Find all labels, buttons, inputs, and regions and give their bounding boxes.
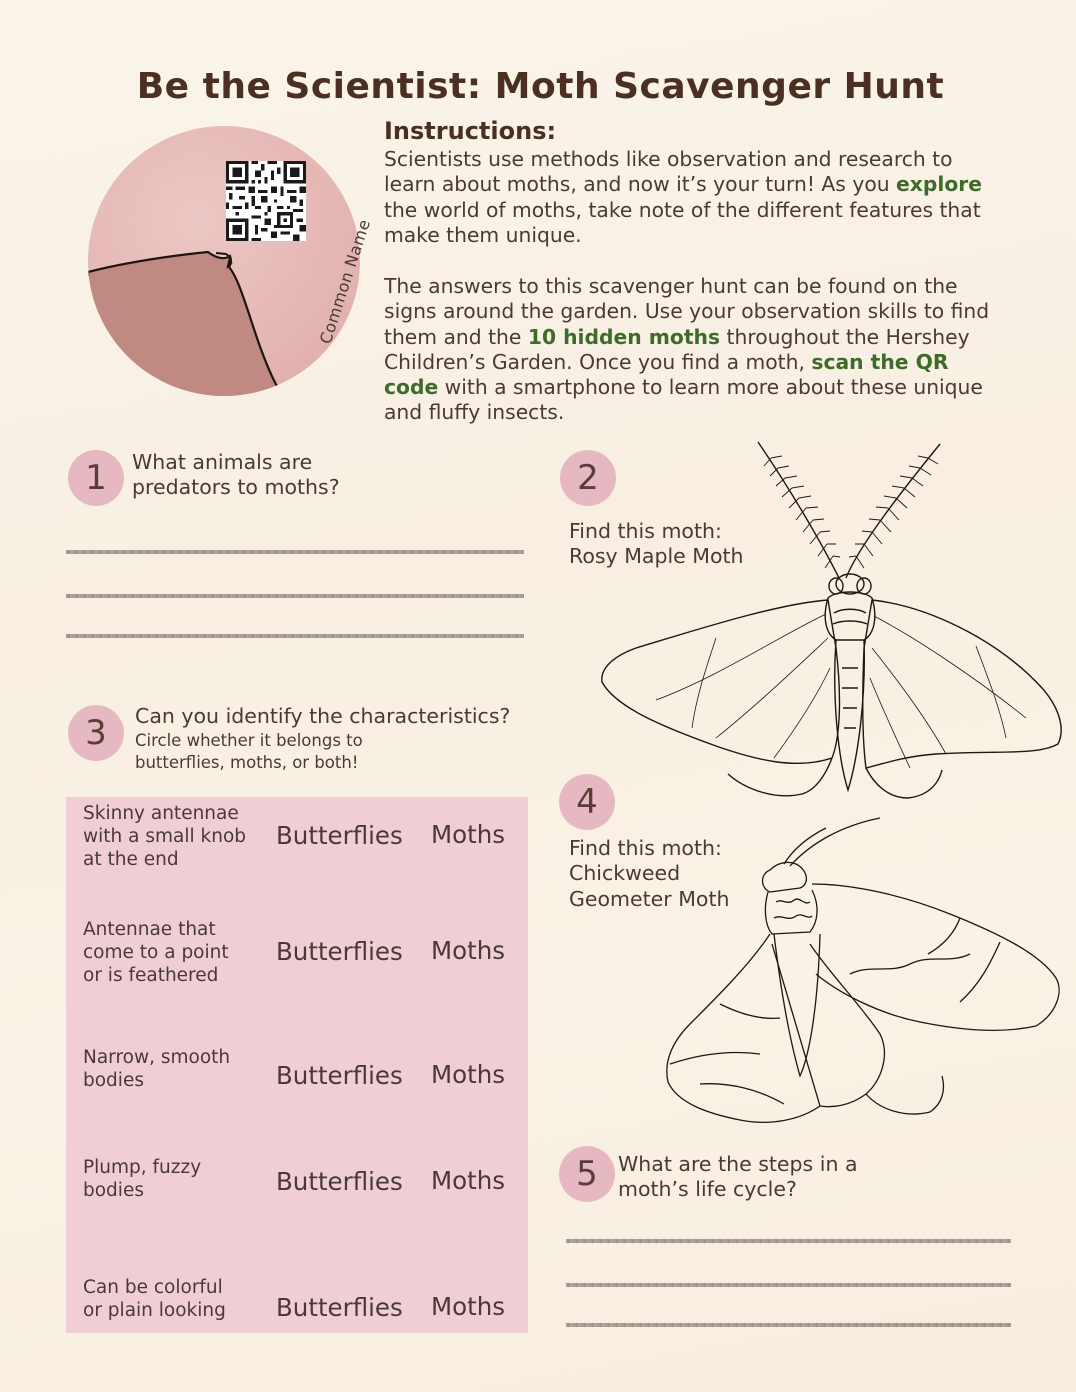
question-2-find-label: Find this moth:: [569, 519, 722, 543]
instructions-paragraph-1: Scientists use methods like observation and research to learn about moths, and now it’s your turn! As you explore the world of moths, take note of the different features that make them unique.: [384, 147, 983, 247]
question-5-text: What are the steps in a moth’s life cycle?: [618, 1152, 858, 1201]
moths-option[interactable]: Moths: [431, 820, 506, 849]
answer-line[interactable]: [66, 594, 524, 598]
instructions-paragraph-2: The answers to this scavenger hunt can be found on the signs around the garden. Use your observation skills to find them and the 10 hidden moths throughout the Hershey Children’s Garden. Once you find a moth, scan the QR code with a smartphone to learn more about these unique and fluffy insects.: [384, 274, 990, 425]
question-3-subtext: Circle whether it belongs to butterflies, moths, or both!: [135, 731, 363, 772]
butterflies-option[interactable]: Butterflies: [276, 937, 403, 966]
characteristic-label: Antennae that come to a point or is feathered: [83, 919, 229, 986]
question-1-text: What animals are predators to moths?: [132, 450, 340, 499]
characteristic-label: Plump, fuzzy bodies: [83, 1157, 202, 1201]
question-1-number: 1: [68, 450, 124, 506]
rosy-maple-moth-illustration: [596, 438, 1068, 802]
question-4-find-label: Find this moth:: [569, 836, 722, 860]
characteristic-label: Can be colorful or plain looking: [83, 1277, 226, 1321]
question-3-number: 3: [68, 705, 124, 761]
question-4-number: 4: [559, 774, 615, 830]
highlight-explore: explore: [896, 172, 983, 197]
answer-line[interactable]: [566, 1239, 1011, 1243]
moth-badge-circle: [88, 126, 360, 396]
question-2-moth-name: Rosy Maple Moth: [569, 544, 744, 568]
butterflies-option[interactable]: Butterflies: [276, 1293, 403, 1322]
question-4-moth-name-2: Geometer Moth: [569, 887, 730, 911]
answer-line[interactable]: [566, 1323, 1011, 1327]
answer-line[interactable]: [66, 634, 524, 638]
characteristic-label: Skinny antennae with a small knob at the end: [83, 803, 247, 870]
chickweed-geometer-moth-illustration: [660, 814, 1064, 1128]
butterflies-option[interactable]: Butterflies: [276, 1061, 403, 1090]
highlight-scan-qr: scan the QR code: [384, 349, 949, 400]
common-name-label: Common Name: [315, 216, 375, 347]
butterflies-option[interactable]: Butterflies: [276, 1167, 403, 1196]
moths-option[interactable]: Moths: [431, 936, 506, 965]
butterflies-option[interactable]: Butterflies: [276, 821, 403, 850]
qr-code-icon[interactable]: [226, 161, 306, 241]
answer-line[interactable]: [66, 550, 524, 554]
moths-option[interactable]: Moths: [431, 1060, 506, 1089]
question-4-moth-name-1: Chickweed: [569, 861, 681, 885]
moth-wing-illustration: [88, 126, 360, 396]
moths-option[interactable]: Moths: [431, 1292, 506, 1321]
highlight-hidden-moths: 10 hidden moths: [527, 324, 721, 349]
moths-option[interactable]: Moths: [431, 1166, 506, 1195]
question-5-number: 5: [559, 1146, 615, 1202]
characteristic-label: Narrow, smooth bodies: [83, 1047, 231, 1091]
page-title: Be the Scientist: Moth Scavenger Hunt: [136, 66, 945, 107]
answer-line[interactable]: [566, 1283, 1011, 1287]
instructions-heading: Instructions:: [384, 117, 557, 145]
question-2-number: 2: [560, 450, 616, 506]
question-3-text: Can you identify the characteristics?: [135, 704, 511, 728]
